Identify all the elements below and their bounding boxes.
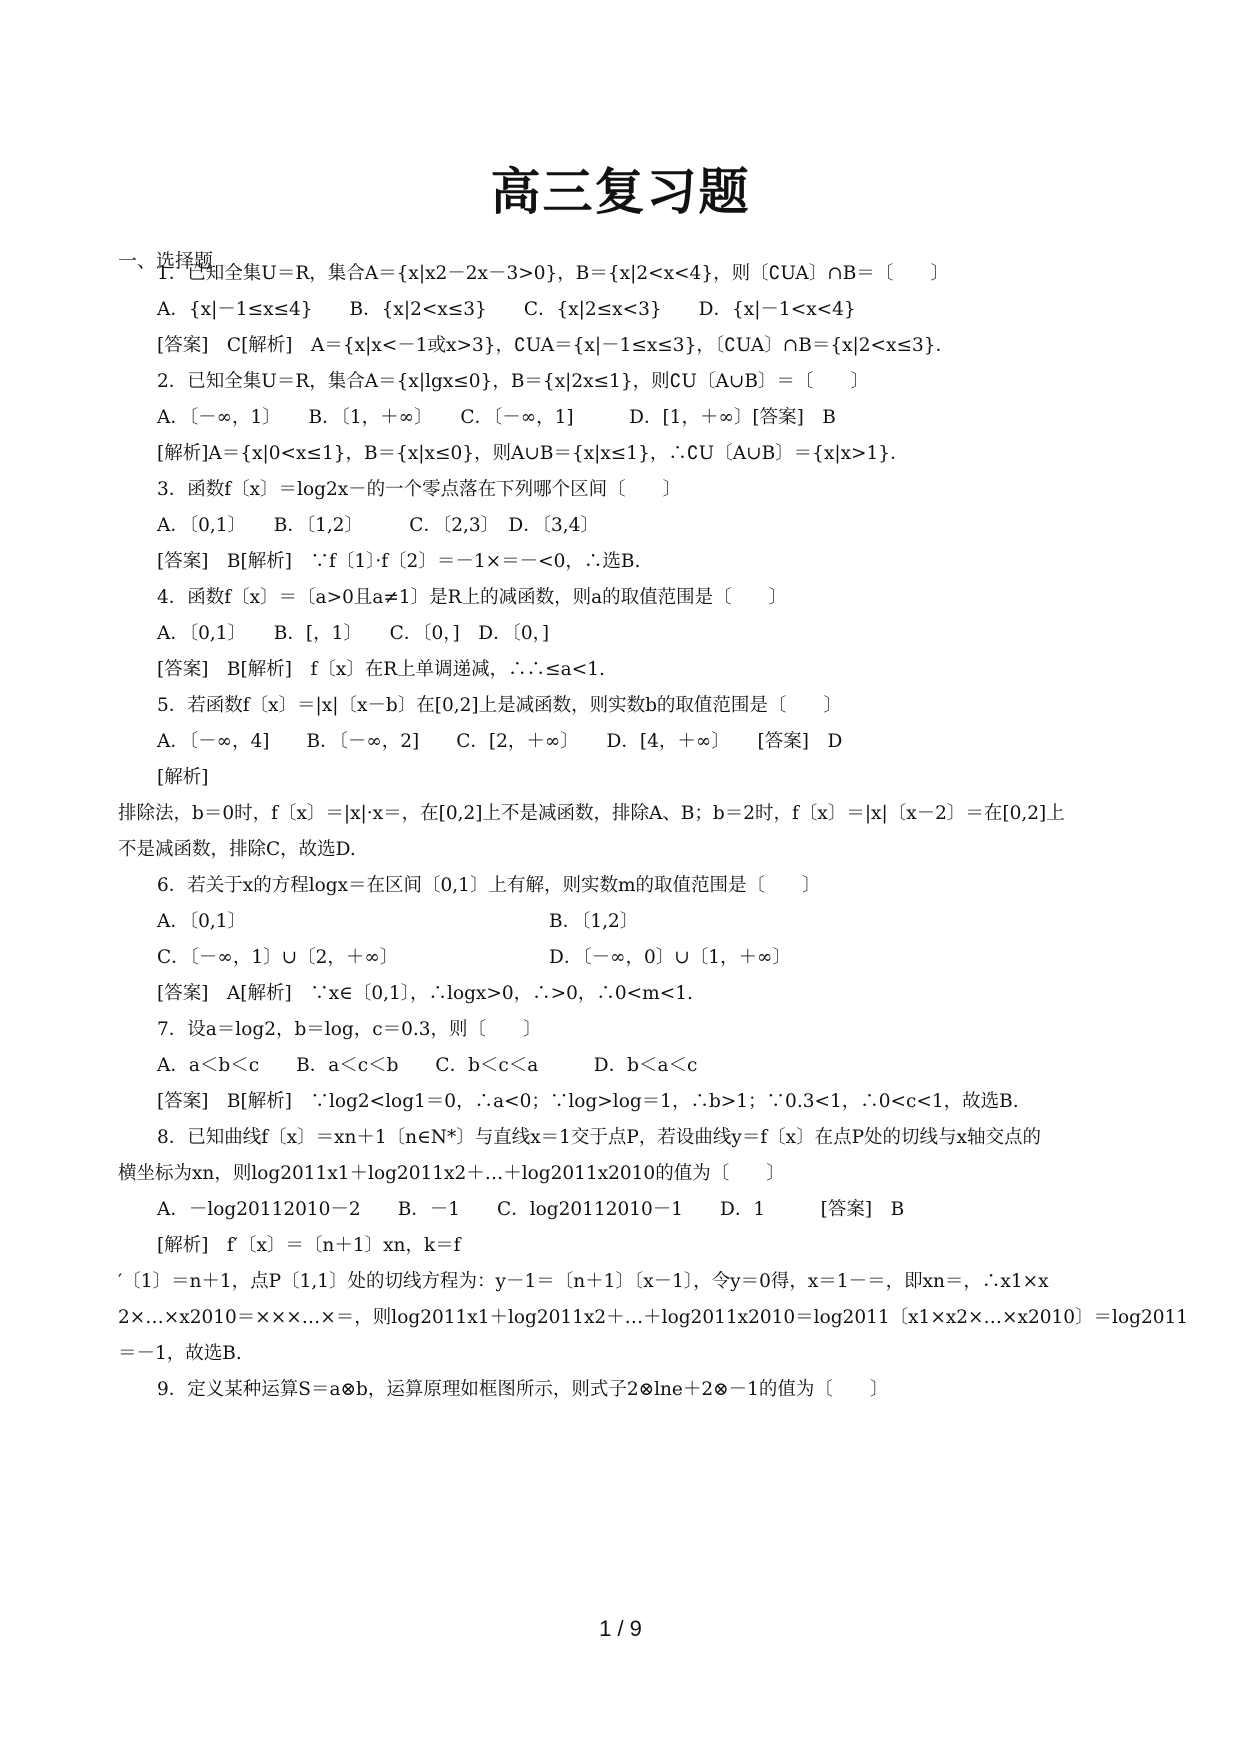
text-line: 8．已知曲线f〔x〕＝xn＋1〔n∈N*〕与直线x＝1交于点P，若设曲线y＝f〔x〕在点P处的切线与x轴交点的 bbox=[157, 1127, 1041, 1148]
text-line: A．－log20112010－2 B．－1 C．log20112010－1 D．1 [答案] B bbox=[157, 1199, 905, 1220]
option-d: D．〔－∞，0〕∪〔1，＋∞〕 bbox=[549, 947, 791, 968]
text-line: [答案] C[解析] A＝{x|x<－1或x>3}，∁UA＝{x|－1≤x≤3}，〔∁UA〕∩B＝{x|2<x≤3}． bbox=[157, 335, 955, 356]
text-line: 7．设a＝log2，b＝log，c＝0.3，则〔 〕 bbox=[157, 1019, 542, 1040]
text-line: [解析] bbox=[157, 767, 209, 788]
text-line: [解析]A＝{x|0<x≤1}，B＝{x|x≤0}，则A∪B＝{x|x≤1}，∴∁U〔A∪B〕＝{x|x>1}． bbox=[157, 443, 909, 464]
text-line: A．〔－∞，4] B．〔－∞，2] C．[2，＋∞〕 D．[4，＋∞〕 [答案] D bbox=[157, 731, 843, 752]
text-line: ′〔1〕＝n＋1，点P〔1,1〕处的切线方程为：y－1＝〔n＋1〕〔x－1〕，令y＝0得，x＝1－＝，即xn＝，∴x1×x bbox=[118, 1271, 1049, 1292]
text-line: [答案] B[解析] ∵log2<log1＝0，∴a<0；∵log>log＝1，∴b>1；∵0.3<1，∴0<c<1，故选B. bbox=[157, 1091, 1019, 1112]
text-line: [答案] B[解析] ∵f〔1〕·f〔2〕＝－1×＝－<0，∴选B. bbox=[157, 551, 641, 572]
text-line: 9．定义某种运算S＝a⊗b，运算原理如框图所示，则式子2⊗lne＋2⊗－1的值为〔 〕 bbox=[157, 1379, 889, 1400]
text-line: A．〔0,1〕 B．[，1〕 C．〔0，] D．〔0，] bbox=[157, 623, 550, 644]
text-line: A．{x|－1≤x≤4} B．{x|2<x≤3} C．{x|2≤x<3} D．{x|－1<x<4} bbox=[157, 299, 856, 320]
text-line: 排除法，b＝0时，f〔x〕＝|x|·x＝，在[0,2]上不是减函数，排除A、B；b＝2时，f〔x〕＝|x|〔x－2〕＝在[0,2]上 bbox=[118, 803, 1065, 824]
text-line: 2．已知全集U＝R，集合A＝{x|lgx≤0}，B＝{x|2x≤1}，则∁U〔A∪B〕＝〔 〕 bbox=[157, 371, 869, 392]
text-line: 5．若函数f〔x〕＝|x|〔x－b〕在[0,2]上是减函数，则实数b的取值范围是〔 〕 bbox=[157, 695, 842, 716]
text-line: 2×…×x2010＝×××…×＝，则log2011x1＋log2011x2＋…＋log2011x2010＝log2011〔x1×x2×…×x2010〕＝log2011 bbox=[118, 1307, 1189, 1328]
text-line: [答案] A[解析] ∵x∈〔0,1〕，∴logx>0，∴>0，∴0<m<1. bbox=[157, 983, 693, 1004]
option-b: B．〔1,2〕 bbox=[549, 911, 639, 932]
option-c: C．〔－∞，1〕∪〔2，＋∞〕 bbox=[157, 947, 399, 968]
text-line: ＝－1，故选B. bbox=[118, 1343, 242, 1364]
text-line: 1．已知全集U＝R，集合A＝{x|x2－2x－3>0}，B＝{x|2<x<4}，则〔∁UA〕∩B＝〔 〕 bbox=[157, 263, 949, 284]
option-a: A．〔0,1〕 bbox=[157, 911, 247, 932]
text-line: 6．若关于x的方程logx＝在区间〔0,1〕上有解，则实数m的取值范围是〔 〕 bbox=[157, 875, 821, 896]
text-line: A．a＜b＜c B．a＜c＜b C．b＜c＜a D．b＜a＜c bbox=[157, 1055, 698, 1076]
text-line: A．〔0,1〕 B．〔1,2〕 C．〔2,3〕 D．〔3,4〕 bbox=[157, 515, 599, 536]
text-line: 不是减函数，排除C，故选D. bbox=[118, 839, 356, 860]
page-number: 1 / 9 bbox=[599, 1616, 642, 1641]
text-line: A．〔－∞，1〕 B．〔1，＋∞〕 C．〔－∞，1] D．[1，＋∞〕[答案] B bbox=[157, 407, 836, 428]
text-line: [答案] B[解析] f〔x〕在R上单调递减，∴∴≤a<1. bbox=[157, 659, 605, 680]
text-line: 4．函数f〔x〕＝〔a>0且a≠1〕是R上的减函数，则a的取值范围是〔 〕 bbox=[157, 587, 788, 608]
text-line: [解析] f′〔x〕＝〔n＋1〕xn，k＝f bbox=[157, 1235, 461, 1256]
section-heading: 一、选择题 bbox=[118, 250, 214, 272]
text-line: 横坐标为xn，则log2011x1＋log2011x2＋…＋log2011x2010的值为〔 〕 bbox=[118, 1163, 785, 1184]
page-title: 高三复习题 bbox=[490, 163, 751, 221]
text-line: 3．函数f〔x〕＝log2x－的一个零点落在下列哪个区间〔 〕 bbox=[157, 479, 682, 500]
